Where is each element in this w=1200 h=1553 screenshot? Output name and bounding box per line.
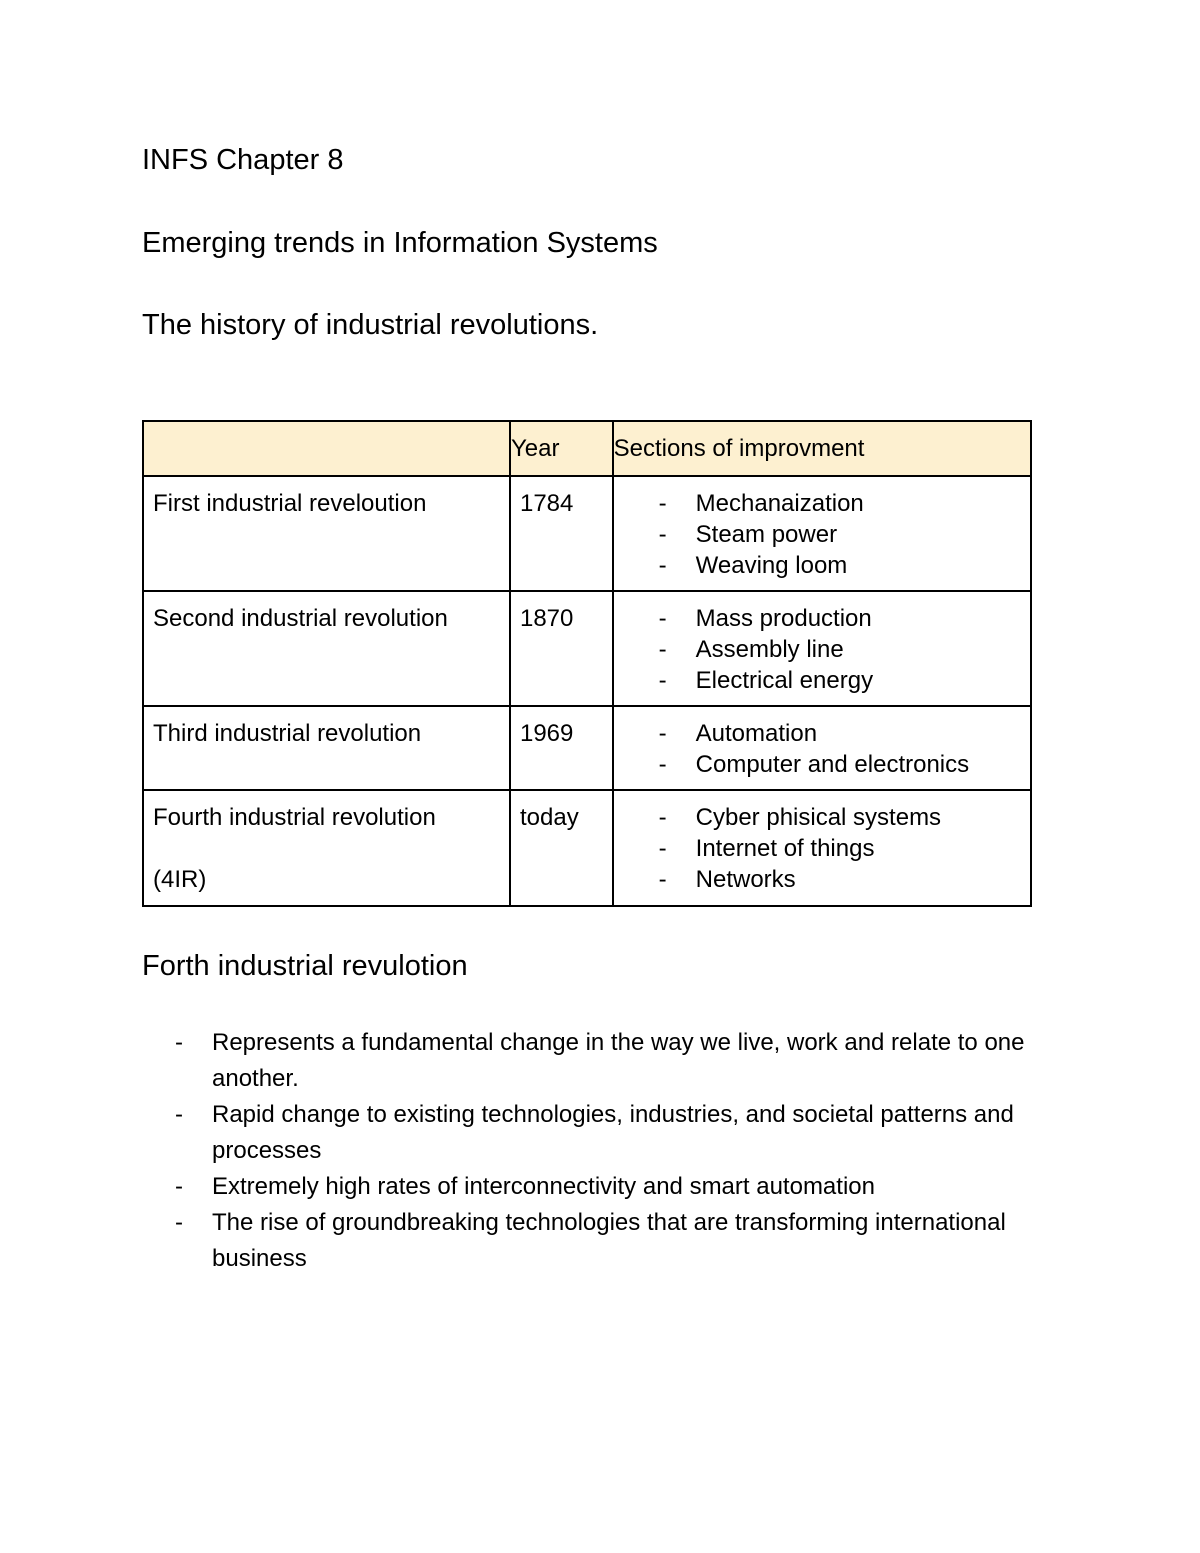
improvements-cell — [613, 476, 1031, 591]
table-row — [143, 790, 1031, 906]
revolution-note: (4IR) — [153, 866, 207, 893]
list-item: - Mass production — [659, 603, 1021, 634]
list-item: - Internet of things — [659, 833, 1021, 864]
improvements-list — [614, 718, 1021, 780]
revolution-name-cell — [143, 476, 510, 591]
year-value: 1870 — [519, 605, 574, 632]
revolution-name-cell — [143, 790, 510, 906]
revolution-name: First industrial reveloution — [153, 490, 427, 517]
list-item: - Automation — [659, 718, 1021, 749]
list-item: - Weaving loom — [659, 550, 1021, 581]
year-cell — [510, 790, 613, 906]
table-header-improvements: Sections of improvment — [613, 421, 1031, 476]
document-title: INFS Chapter 8 — [142, 144, 344, 176]
section-heading: The history of industrial revolutions. — [142, 309, 599, 341]
bullet-item: - Represents a fundamental change in the way we live, work and relate to one another. — [175, 1025, 1075, 1097]
bullet-item: - Extremely high rates of interconnectivity and smart automation — [175, 1169, 1075, 1205]
document-subtitle: Emerging trends in Information Systems — [142, 227, 658, 259]
improvements-cell — [613, 706, 1031, 790]
list-item: - Steam power — [659, 519, 1021, 550]
list-item: - Mechanaization — [659, 488, 1021, 519]
revolution-name-cell — [143, 591, 510, 706]
table-row — [143, 476, 1031, 591]
list-item: - Cyber phisical systems — [659, 802, 1021, 833]
year-cell — [510, 706, 613, 790]
year-value: today — [519, 804, 579, 831]
year-value: 1784 — [519, 490, 574, 517]
revolutions-table — [142, 420, 1032, 907]
improvements-list — [614, 802, 1021, 895]
table-row — [143, 706, 1031, 790]
table-header-row — [143, 421, 1031, 476]
improvements-list — [614, 603, 1021, 696]
revolution-name: Fourth industrial revolution — [153, 804, 436, 831]
bullet-item: - Rapid change to existing technologies, industries, and societal patterns and processes — [175, 1097, 1075, 1169]
bullet-item: - The rise of groundbreaking technologies that are transforming international business — [175, 1205, 1075, 1277]
table-header-year: Year — [510, 421, 613, 476]
list-item: - Electrical energy — [659, 665, 1021, 696]
revolution-name: Third industrial revolution — [153, 720, 422, 747]
list-item: - Assembly line — [659, 634, 1021, 665]
list-item: - Networks — [659, 864, 1021, 895]
year-cell — [510, 476, 613, 591]
year-value: 1969 — [519, 720, 574, 747]
improvements-list — [614, 488, 1021, 581]
year-cell — [510, 591, 613, 706]
list-item: - Computer and electronics — [659, 749, 1021, 780]
section2-bullet-list — [175, 1025, 1075, 1277]
revolution-name: Second industrial revolution — [153, 605, 448, 632]
improvements-cell — [613, 790, 1031, 906]
improvements-cell — [613, 591, 1031, 706]
table-row — [143, 591, 1031, 706]
table-header-empty — [143, 421, 510, 476]
section2-heading: Forth industrial revulotion — [142, 950, 468, 982]
revolution-name-cell — [143, 706, 510, 790]
